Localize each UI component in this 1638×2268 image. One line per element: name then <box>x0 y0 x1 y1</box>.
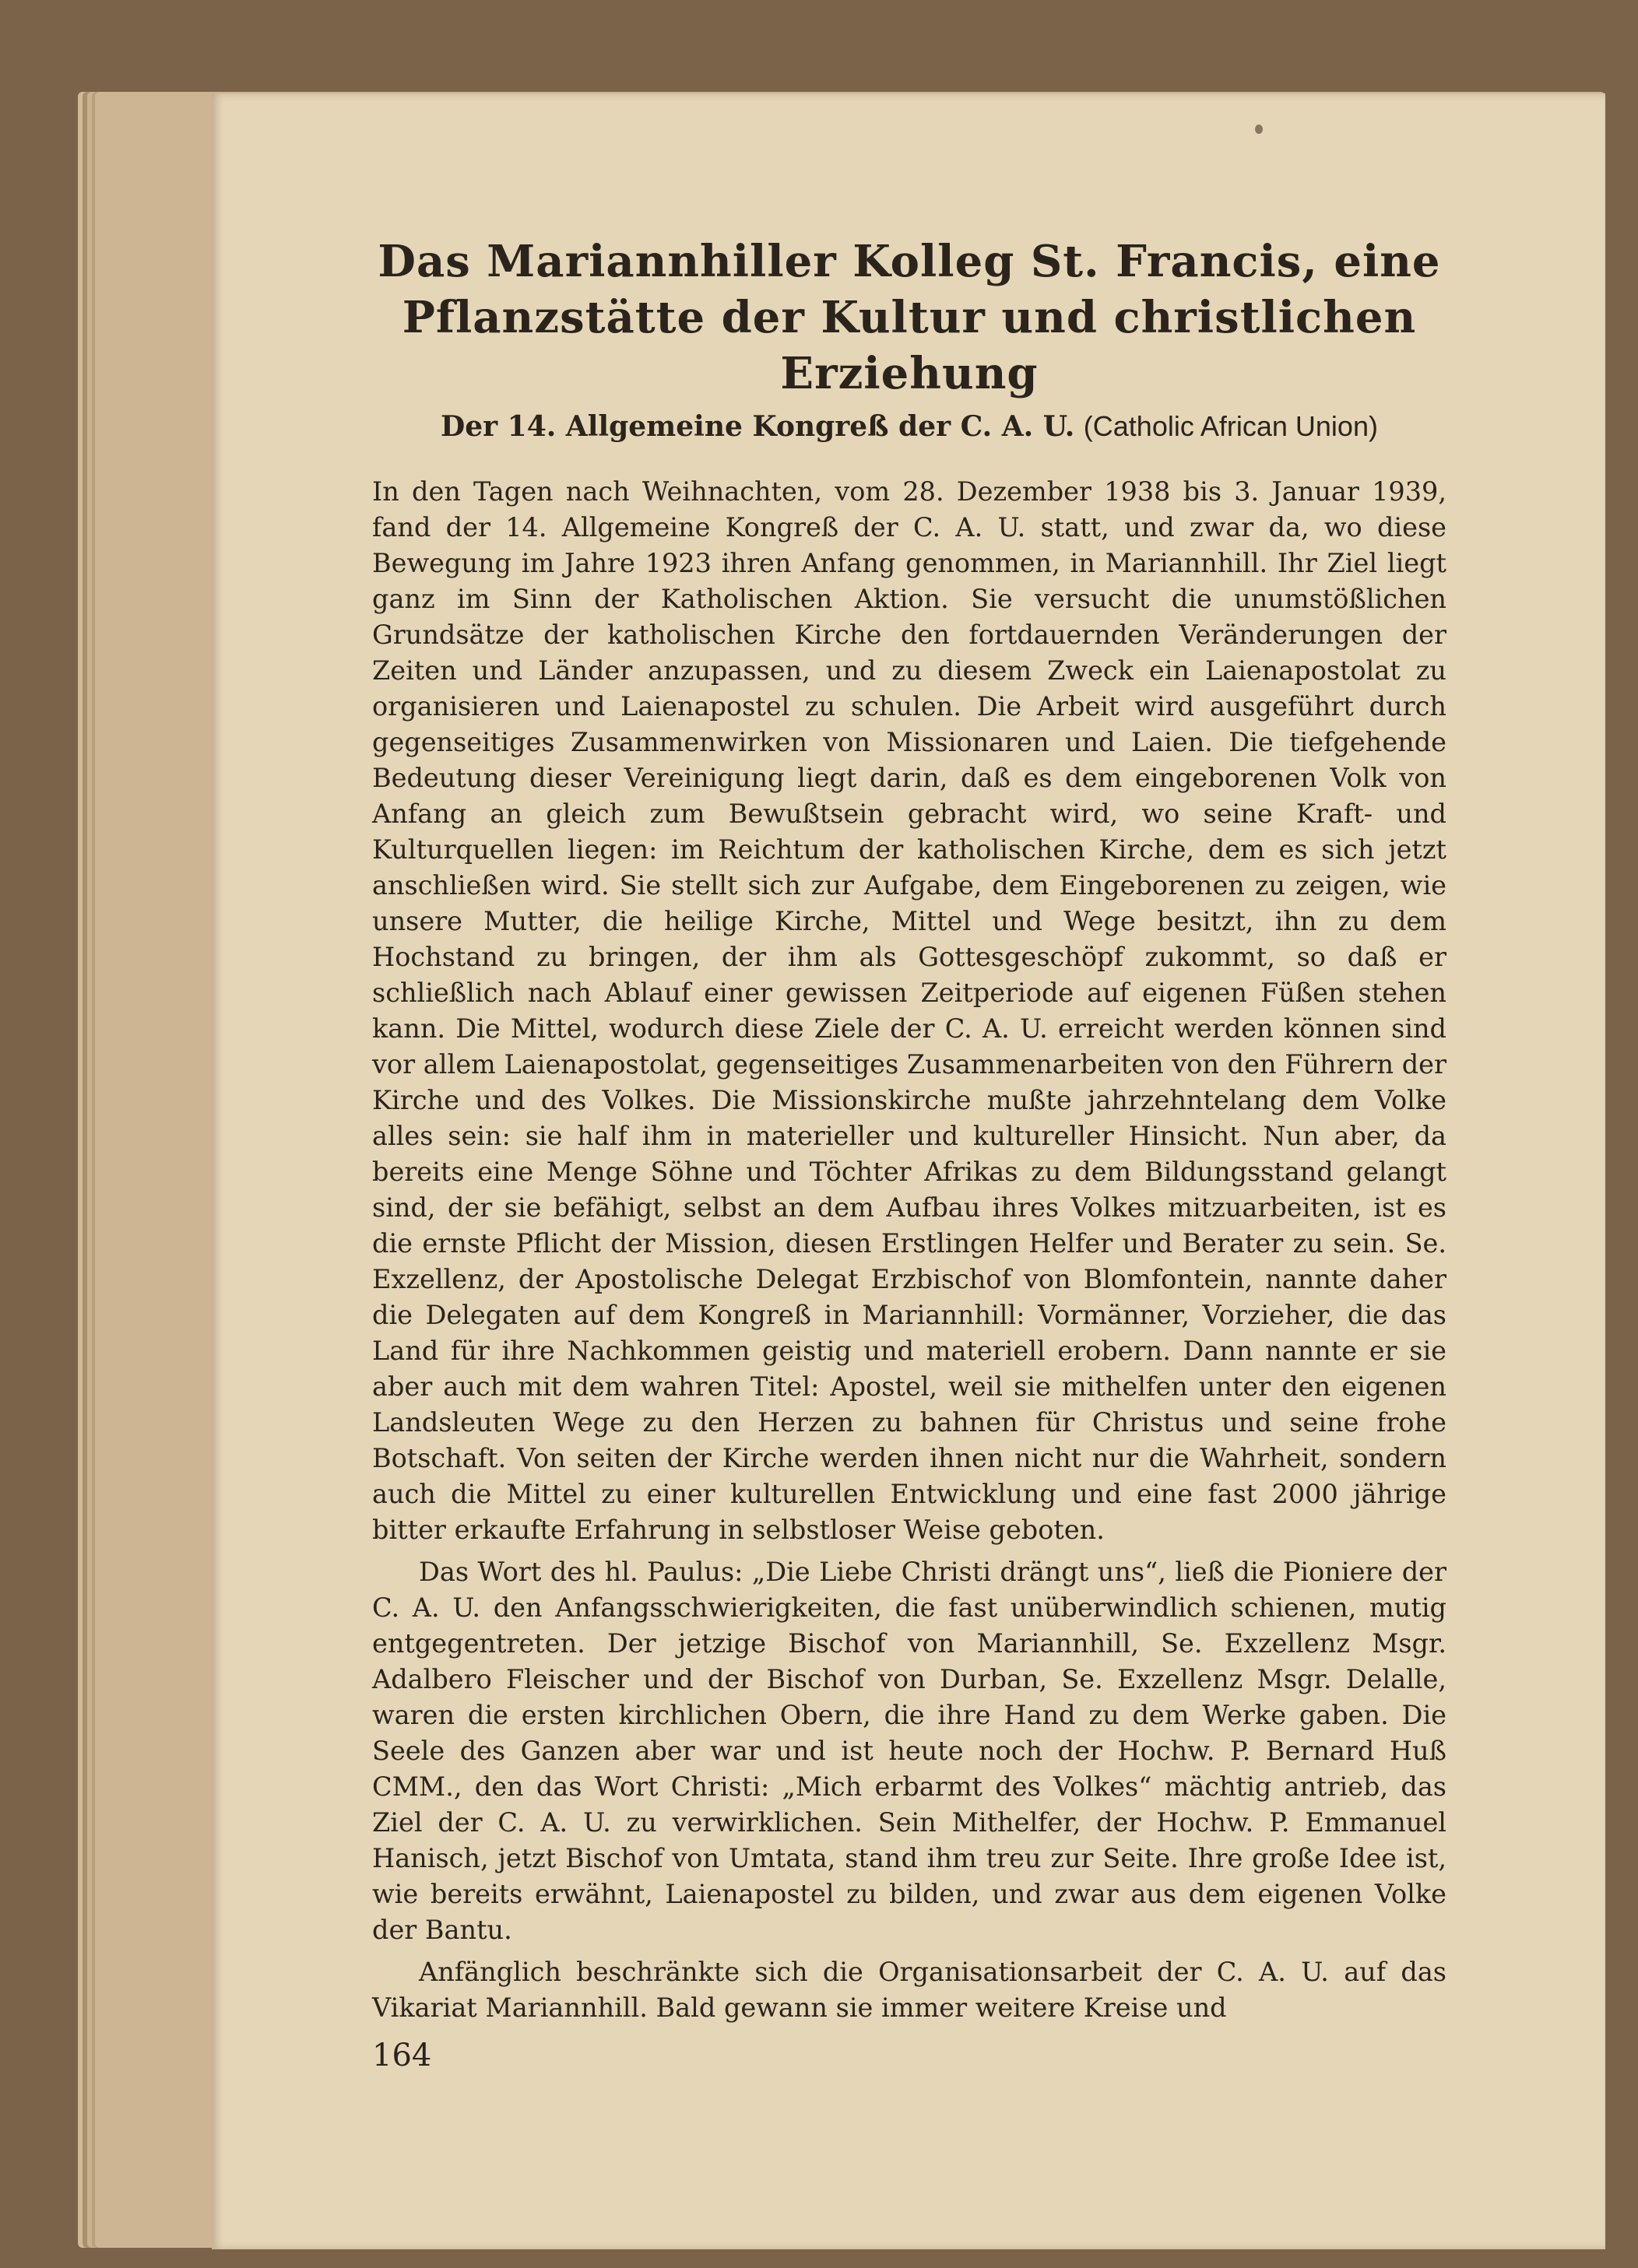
paragraph-3: Anfänglich beschränkte sich die Organisationsarbeit der C. A. U. auf das Vikariat Mariannhill. Bald gewann sie immer weitere Kreise und <box>372 1957 1446 2023</box>
article-title-line-2: Pflanzstätte der Kultur und christlichen Erziehung <box>402 292 1417 399</box>
paper-speck <box>1255 125 1263 134</box>
article <box>372 233 1446 2026</box>
paragraph-2: Das Wort des hl. Paulus: „Die Liebe Christi drängt uns“, ließ die Pioniere der C. A. U. den Anfangsschwierigkeiten, die fast unüberwindlich schienen, mutig entgegentreten. Der jetzige Bischof von Mariannhill, Se. Exzellenz Msgr. Adalbero Fleischer und der Bischof von Durban, Se. Exzellenz Msgr. Delalle, waren die ersten kirchlichen Obern, die ihre Hand zu dem Werke gaben. Die Seele des Ganzen aber war und ist heute noch der Hochw. P. Bernard Huß CMM., den das Wort Christi: „Mich erbarmt des Volkes“ mächtig antrieb, das Ziel der C. A. U. zu verwirklichen. Sein Mithelfer, der Hochw. P. Emmanuel Hanisch, jetzt Bischof von Umtata, stand ihm treu zur Seite. Ihre große Idee ist, wie bereits erwähnt, Laienapostel zu bilden, und zwar aus dem eigenen Volke der Bantu. <box>372 1557 1446 1945</box>
paragraph-1: In den Tagen nach Weihnachten, vom 28. Dezember 1938 bis 3. Januar 1939, fand der 14. Allgemeine Kongreß der C. A. U. statt, und zwar da, wo diese Bewegung im Jahre 1923 ihren Anfang genommen, in Mariannhill. Ihr Ziel liegt ganz im Sinn der Katholischen Aktion. Sie versucht die unumstößlichen Grundsätze der katholischen Kirche den fortdauernden Veränderungen der Zeiten und Länder anzupassen, und zu diesem Zweck ein Laienapostolat zu organisieren und Laienapostel zu schulen. Die Arbeit wird ausgeführt durch gegenseitiges Zusammenwirken von Missionaren und Laien. Die tiefgehende Bedeutung dieser Vereinigung liegt darin, daß es dem eingeborenen Volk von Anfang an gleich zum Bewußtsein gebracht wird, wo seine Kraft- und Kulturquellen liegen: im Reichtum der katholischen Kirche, dem es sich jetzt anschließen wird. Sie stellt sich zur Aufgabe, dem Eingeborenen zu zeigen, wie unsere Mutter, die heilige Kirche, Mittel und Wege besitzt, ihn zu dem Hochstand zu bringen, der ihm als Gottesgeschöpf zukommt, so daß er schließlich nach Ablauf einer gewissen Zeitperiode auf eigenen Füßen stehen kann. Die Mittel, wodurch diese Ziele der C. A. U. erreicht werden können sind vor allem Laienapostolat, gegenseitiges Zusammenarbeiten von den Führern der Kirche und des Volkes. Die Missionskirche mußte jahrzehntelang dem Volke alles sein: sie half ihm in materieller und kultureller Hinsicht. Nun aber, da bereits eine Menge Söhne und Töchter Afrikas zu dem Bildungsstand gelangt sind, der sie befähigt, selbst an dem Aufbau ihres Volkes mitzuarbeiten, ist es die ernste Pflicht der Mission, diesen Erstlingen Helfer und Berater zu sein. Se. Exzellenz, der Apostolische Delegat Erzbischof von Blomfontein, nannte daher die Delegaten auf dem Kongreß in Mariannhill: Vormänner, Vorzieher, die das Land für ihre Nachkommen geistig und materiell erobern. Dann nannte er sie aber auch mit dem wahren Titel: Apostel, weil sie mithelfen unter den eigenen Landsleuten Wege zu den Herzen zu bahnen für Christus und seine frohe Botschaft. Von seiten der Kirche werden ihnen nicht nur die Wahrheit, sondern auch die Mittel zu einer kulturellen Entwicklung und eine fast 2000 jährige bitter erkaufte Erfahrung in selbstloser Weise geboten. <box>372 476 1446 1545</box>
subtitle-main: Der 14. Allgemeine Kongreß der C. A. U. <box>441 410 1075 443</box>
article-subtitle <box>372 406 1446 448</box>
subtitle-latin: (Catholic African Union) <box>1083 410 1378 442</box>
article-title-line-1: Das Mariannhiller Kolleg St. Francis, eine <box>378 236 1441 287</box>
page-number: 164 <box>372 2038 432 2073</box>
